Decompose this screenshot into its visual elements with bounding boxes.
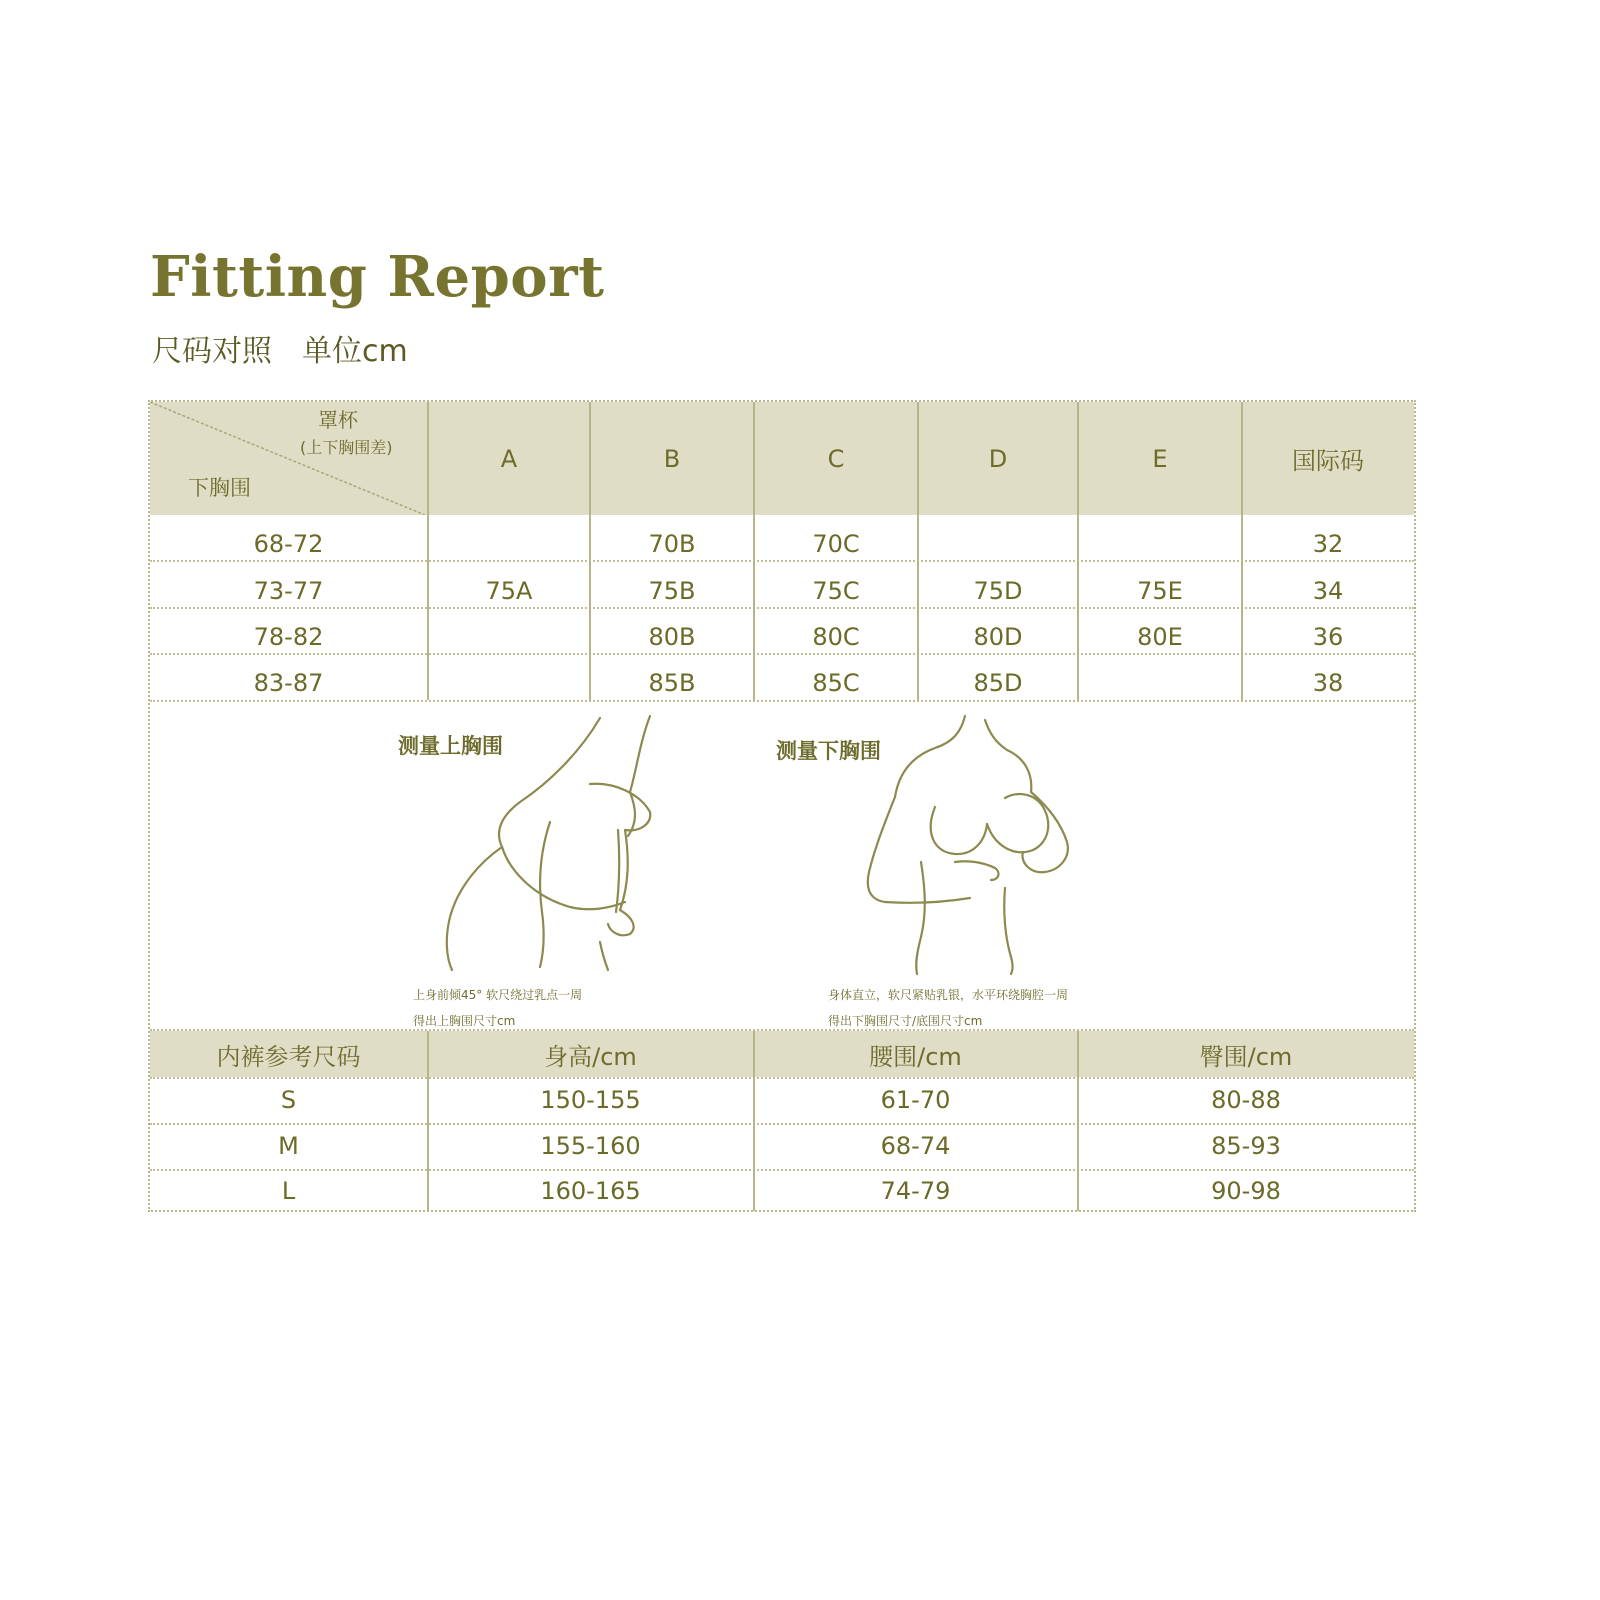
size-cell: 80B: [648, 623, 696, 651]
panty-header-size: 内裤参考尺码: [216, 1042, 361, 1071]
intl-size-cell: 34: [1312, 577, 1344, 605]
lower-caption-line2: 得出下胸围尺寸/底围尺寸cm: [828, 1014, 983, 1028]
size-cell: [918, 522, 1078, 566]
size-cell: 70C: [812, 530, 860, 558]
size-cell: 75D: [973, 577, 1023, 605]
measure-upper-label: 测量上胸围: [398, 734, 503, 758]
size-cell: 75E: [1137, 577, 1183, 605]
waist-cell: 74-79: [880, 1177, 951, 1205]
lower-caption-line1: 身体直立，软尺紧贴乳银，水平环绕胸腔一周: [828, 988, 1069, 1002]
size-cell: [1078, 661, 1242, 705]
size-cell: 85D: [973, 669, 1023, 697]
panty-header-height: 身高/cm: [544, 1042, 637, 1071]
measure-lower-label: 测量下胸围: [776, 739, 881, 763]
size-cell: [428, 661, 590, 705]
report-subtitle: 尺码对照 单位cm: [152, 334, 408, 369]
upper-caption-line1: 上身前倾45° 软尺绕过乳点一周: [413, 988, 583, 1002]
cup-note: (上下胸围差): [300, 438, 393, 457]
size-cell: 80C: [812, 623, 860, 651]
underbust-cell: 68-72: [253, 530, 324, 558]
panty-size-cell: M: [278, 1132, 299, 1160]
height-cell: 160-165: [540, 1177, 641, 1205]
size-cell: 75B: [648, 577, 696, 605]
column-header-e: E: [1152, 444, 1168, 473]
size-cell: [1078, 522, 1242, 566]
column-header-b: B: [663, 444, 681, 473]
size-cell: [428, 615, 590, 659]
size-cell: 85C: [812, 669, 860, 697]
size-cell: 80E: [1137, 623, 1183, 651]
size-cell: 85B: [648, 669, 696, 697]
panty-header-hip: 臀围/cm: [1199, 1042, 1293, 1071]
size-cell: 75A: [485, 577, 533, 605]
size-cell: [428, 522, 590, 566]
panty-header-waist: 腰围/cm: [869, 1042, 962, 1071]
upper-caption-line2: 得出上胸围尺寸cm: [413, 1014, 516, 1028]
size-cell: 80D: [973, 623, 1023, 651]
hip-cell: 80-88: [1211, 1086, 1281, 1114]
size-cell: 75C: [812, 577, 860, 605]
report-title: Fitting Report: [150, 244, 605, 310]
underbust-cell: 78-82: [253, 623, 324, 651]
panty-size-cell: L: [281, 1177, 296, 1205]
underbust-cell: 83-87: [253, 669, 324, 697]
upper-bust-figure: [440, 712, 690, 974]
column-header-a: A: [500, 444, 518, 473]
panty-size-cell: S: [280, 1086, 297, 1114]
hip-cell: 90-98: [1211, 1177, 1281, 1205]
column-header-c: C: [827, 444, 845, 473]
cup-label: 罩杯: [318, 408, 358, 432]
underbust-cell: 73-77: [253, 577, 324, 605]
underbust-label: 下胸围: [188, 476, 251, 500]
lower-bust-figure: [855, 712, 1095, 977]
waist-cell: 61-70: [880, 1086, 951, 1114]
size-cell: 70B: [648, 530, 696, 558]
column-header-intl: 国际码: [1292, 447, 1364, 475]
height-cell: 155-160: [540, 1132, 641, 1160]
intl-size-cell: 36: [1312, 623, 1344, 651]
height-cell: 150-155: [540, 1086, 641, 1114]
hip-cell: 85-93: [1211, 1132, 1281, 1160]
intl-size-cell: 32: [1312, 530, 1344, 558]
intl-size-cell: 38: [1312, 669, 1344, 697]
column-header-d: D: [988, 444, 1008, 473]
waist-cell: 68-74: [880, 1132, 951, 1160]
